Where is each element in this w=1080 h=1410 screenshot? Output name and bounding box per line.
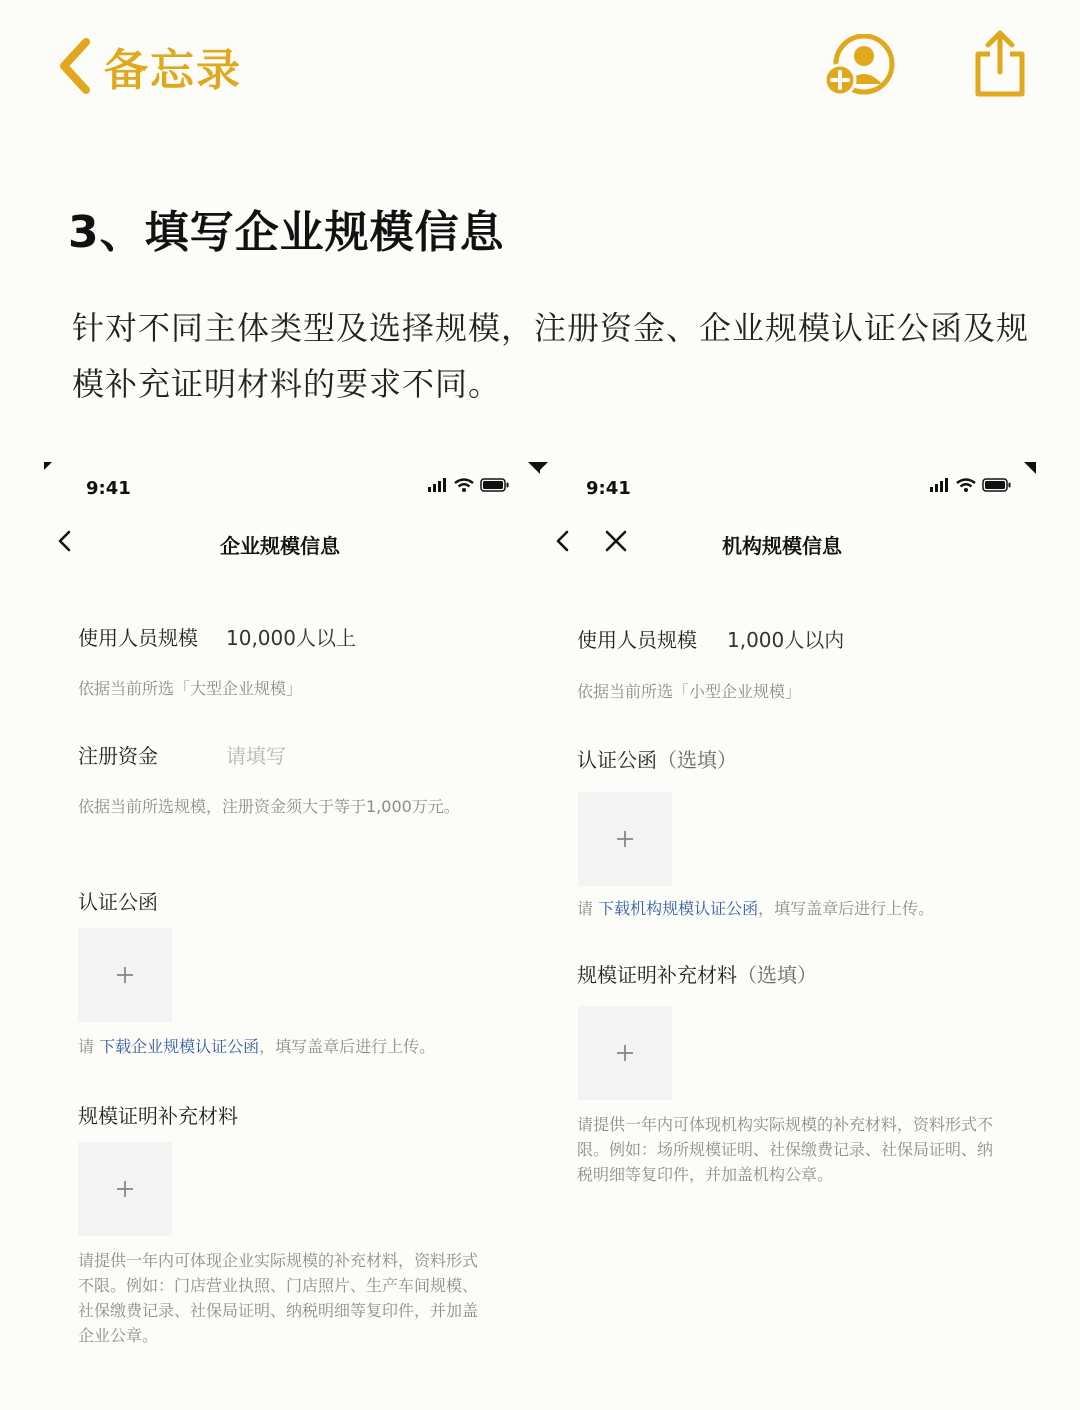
plus-icon <box>615 829 635 849</box>
staff-scale-value[interactable]: 10,000人以上 <box>226 626 356 650</box>
notes-back-label: 备忘录 <box>104 45 242 96</box>
supplementary-material-upload[interactable] <box>578 1006 672 1100</box>
staff-scale-hint: 依据当前所选「大型企业规模」 <box>78 679 303 698</box>
section-title: 3、填写企业规模信息 <box>68 207 505 258</box>
certification-letter-hint <box>78 1034 518 1059</box>
plus-icon <box>615 1043 635 1063</box>
phone-screenshot-institution <box>540 462 1036 1392</box>
wifi-icon <box>454 478 474 492</box>
certification-letter-upload[interactable] <box>578 792 672 886</box>
supplementary-material-label <box>577 959 817 988</box>
corner-mark <box>44 462 52 470</box>
label-text: 认证公函 <box>577 748 657 772</box>
battery-icon <box>480 478 510 492</box>
close-icon[interactable] <box>603 528 629 554</box>
supplementary-material-hint: 请提供一年内可体现机构实际规模的补充材料，资料形式不限。例如：场所规模证明、社保缴费记录、社保局证明、纳税明细等复印件，并加盖机构公章。 <box>577 1115 994 1184</box>
battery-icon <box>982 478 1012 492</box>
supplementary-material-hint: 请提供一年内可体现企业实际规模的补充材料，资料形式不限。例如：门店营业执照、门店照片、生产车间规模、社保缴费记录、社保局证明、纳税明细等复印件，并加盖企业公章。 <box>78 1251 479 1345</box>
staff-scale-label: 使用人员规模 <box>577 628 697 652</box>
certification-letter-upload[interactable] <box>78 928 172 1022</box>
supplementary-material-label: 规模证明补充材料 <box>78 1104 238 1128</box>
corner-mark <box>540 462 548 470</box>
optional-tag: （选填） <box>737 963 817 987</box>
certification-letter-hint <box>577 896 1017 921</box>
plus-icon <box>115 965 135 985</box>
registered-capital-input[interactable]: 请填写 <box>226 744 286 768</box>
notes-header <box>0 0 1080 130</box>
staff-scale-value[interactable]: 1,000人以内 <box>727 628 845 652</box>
staff-scale-hint: 依据当前所选「小型企业规模」 <box>577 682 802 701</box>
hint-prefix: 请 <box>78 1037 100 1056</box>
download-letter-link[interactable]: 下载企业规模认证公函 <box>99 1037 260 1056</box>
staff-scale-label: 使用人员规模 <box>78 626 198 650</box>
registered-capital-hint: 依据当前所选规模，注册资金须大于等于1,000万元。 <box>78 797 460 816</box>
status-time: 9:41 <box>86 478 131 499</box>
signal-icon <box>428 478 448 492</box>
share-icon[interactable] <box>970 28 1030 100</box>
chevron-left-icon[interactable] <box>50 526 80 556</box>
status-icons <box>930 478 1012 492</box>
certification-letter-label <box>577 744 737 773</box>
nav-title: 企业规模信息 <box>220 534 340 558</box>
label-text: 规模证明补充材料 <box>577 963 737 987</box>
corner-mark <box>528 462 540 474</box>
phone-screenshot-enterprise <box>44 462 540 1392</box>
signal-icon <box>930 478 950 492</box>
wifi-icon <box>956 478 976 492</box>
status-icons <box>428 478 510 492</box>
section-body: 针对不同主体类型及选择规模，注册资金、企业规模认证公函及规模补充证明材料的要求不同。 <box>72 309 1030 403</box>
add-person-icon[interactable] <box>822 34 902 98</box>
supplementary-material-upload[interactable] <box>78 1142 172 1236</box>
registered-capital-label: 注册资金 <box>78 744 158 768</box>
status-time: 9:41 <box>586 478 631 499</box>
certification-letter-label: 认证公函 <box>78 890 158 914</box>
chevron-left-icon[interactable] <box>548 526 578 556</box>
optional-tag: （选填） <box>657 748 737 772</box>
corner-mark <box>1024 462 1036 474</box>
plus-icon <box>115 1179 135 1199</box>
notes-back-button[interactable] <box>56 34 242 98</box>
hint-prefix: 请 <box>577 899 599 918</box>
hint-suffix: ，填写盖章后进行上传。 <box>758 899 935 918</box>
hint-suffix: ，填写盖章后进行上传。 <box>259 1037 436 1056</box>
nav-title: 机构规模信息 <box>722 534 842 558</box>
chevron-left-icon <box>56 36 96 96</box>
download-letter-link[interactable]: 下载机构规模认证公函 <box>598 899 759 918</box>
